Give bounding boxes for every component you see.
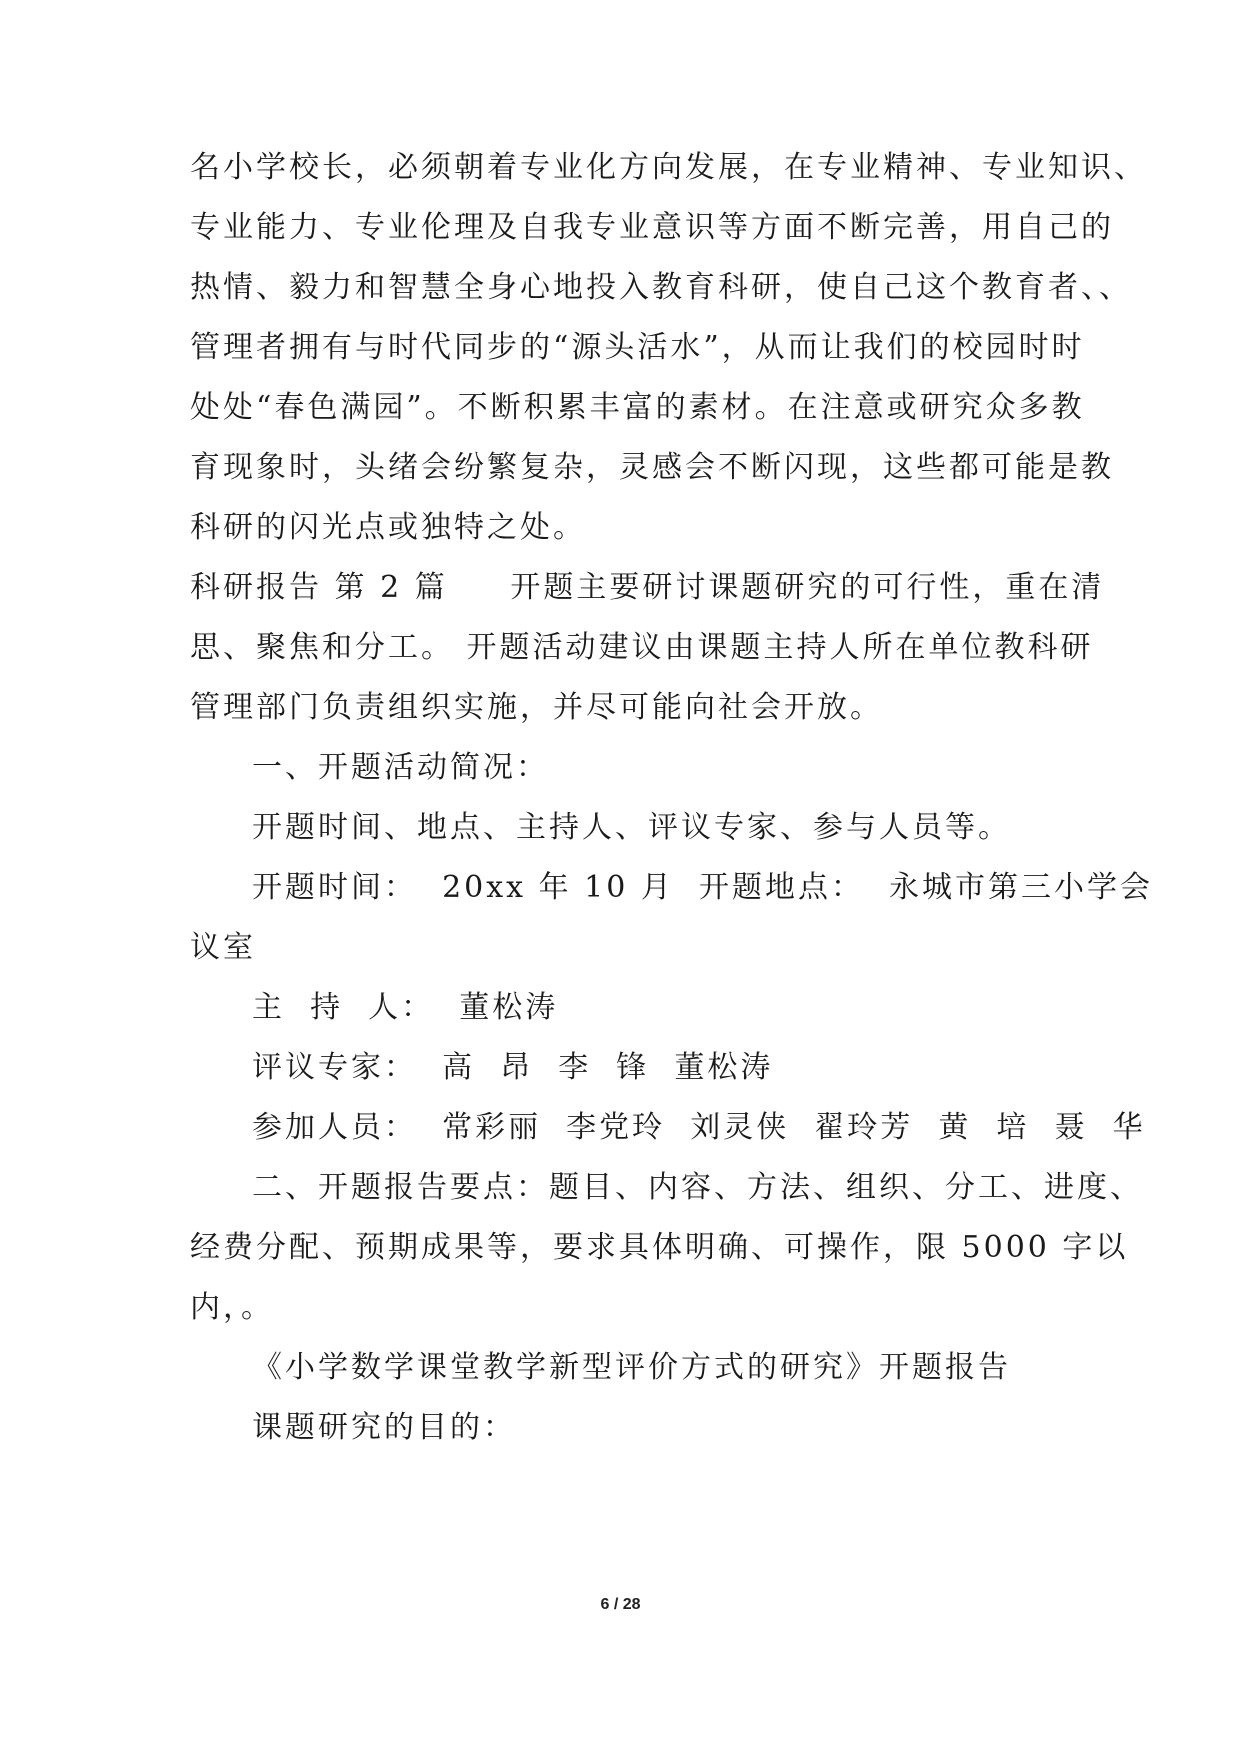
paragraph-line: 热情、毅力和智慧全身心地投入教育科研，使自己这个教育者、、 (190, 270, 1132, 305)
host-line: 主 持 人： 董松涛 (252, 990, 559, 1025)
paragraph-line: 思、聚焦和分工。 开题活动建议由课题主持人所在单位教科研 (190, 630, 1094, 665)
participants-line: 参加人员： 常彩丽 李党玲 刘灵侠 翟玲芳 黄 培 聂 华 (252, 1110, 1146, 1145)
paragraph-line: 处处“春色满园”。不断积累丰富的素材。在注意或研究众多教 (190, 390, 1085, 425)
paragraph-line: 议室 (190, 930, 256, 965)
paragraph-line: 经费分配、预期成果等，要求具体明确、可操作，限 5000 字以 (190, 1230, 1129, 1265)
list-heading: 二、开题报告要点：题目、内容、方法、组织、分工、进度、 (252, 1170, 1143, 1205)
paragraph-line: 育现象时，头绪会纷繁复杂，灵感会不断闪现，这些都可能是教 (190, 450, 1114, 485)
experts-line: 评议专家： 高 昂 李 锋 董松涛 (252, 1050, 774, 1085)
paragraph-line: 管理部门负责组织实施，并尽可能向社会开放。 (190, 690, 883, 725)
page-number: 6 / 28 (600, 1596, 641, 1613)
list-heading: 一、开题活动简况： (252, 750, 549, 785)
paragraph-line: 开题时间、地点、主持人、评议专家、参与人员等。 (252, 810, 1011, 845)
paragraph-line: 专业能力、专业伦理及自我专业意识等方面不断完善，用自己的 (190, 210, 1114, 245)
section-heading-line: 科研报告 第 2 篇 开题主要研讨课题研究的可行性，重在清 (190, 570, 1105, 605)
paragraph-line: 课题研究的目的： (252, 1410, 516, 1445)
paragraph-line: 开题时间： 20xx 年 10 月 开题地点： 永城市第三小学会 (252, 870, 1154, 905)
report-title-line: 《小学数学课堂教学新型评价方式的研究》开题报告 (252, 1350, 1011, 1385)
paragraph-line: 内，。 (190, 1290, 274, 1325)
paragraph-line: 名小学校长，必须朝着专业化方向发展，在专业精神、专业知识、 (190, 150, 1147, 185)
paragraph-line: 科研的闪光点或独特之处。 (190, 510, 586, 545)
paragraph-line: 管理者拥有与时代同步的“源头活水”，从而让我们的校园时时 (190, 330, 1085, 365)
